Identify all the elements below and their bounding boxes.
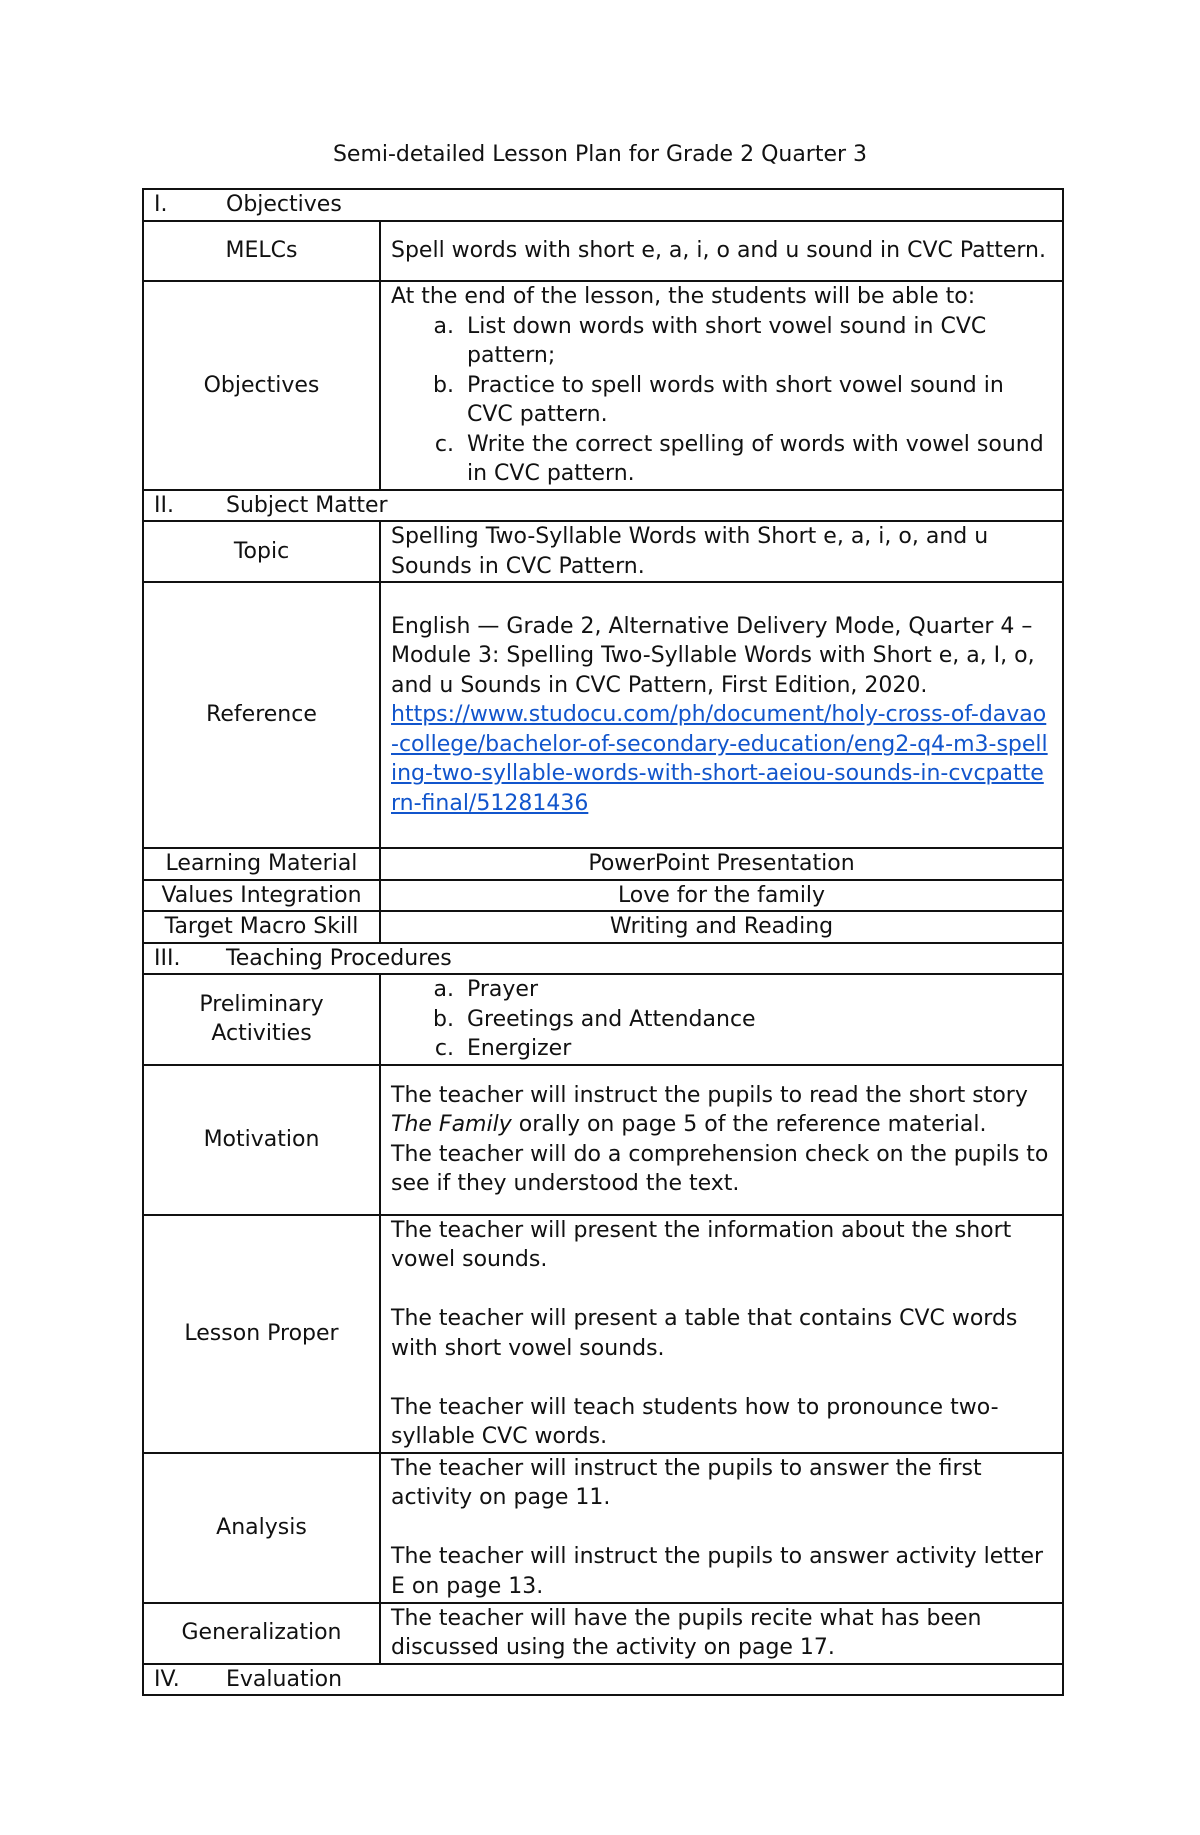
section-number: I. [154,192,168,218]
analysis-row [143,1453,1063,1603]
section-number: IV. [154,1666,180,1692]
analysis-label: Analysis [143,1453,380,1603]
section-header [143,189,1063,221]
reference-text: English — Grade 2, Alternative Delivery Mode, Quarter 4 – Module 3: Spelling Two-Syllable Words with Short e, a, I, o, and u Sounds in CVC Pattern, First Edition, 2020. [391,613,1035,698]
story-title: The Family [391,1112,512,1137]
macro-skill-value: Writing and Reading [380,911,1063,943]
melcs-text: Spell words with short e, a, i, o and u sound in CVC Pattern. [380,221,1063,281]
list-item: a. Prayer [461,975,1052,1005]
section-header [143,1664,1063,1696]
section-row-procedures [143,943,1063,975]
motivation-content [380,1065,1063,1215]
analysis-paragraph: The teacher will instruct the pupils to answer the first activity on page 11. [391,1455,982,1511]
macro-skill-label: Target Macro Skill [143,911,380,943]
section-label: Evaluation [226,1666,343,1692]
section-row-subject-matter [143,490,1063,522]
topic-text: Spelling Two-Syllable Words with Short e, a, i, o, and u Sounds in CVC Pattern. [380,521,1063,582]
list-item: b. Practice to spell words with short vowel sound in CVC pattern. [461,371,1052,430]
lesson-proper-paragraph: The teacher will present a table that contains CVC words with short vowel sounds. [391,1306,1018,1361]
topic-row [143,521,1063,582]
lesson-proper-label: Lesson Proper [143,1215,380,1453]
reference-label: Reference [143,582,380,848]
section-label: Teaching Procedures [226,945,452,971]
analysis-content [380,1453,1063,1603]
motivation-row [143,1065,1063,1215]
preliminary-label-line1: Preliminary [199,991,324,1017]
reference-link[interactable]: https://www.studocu.com/ph/document/holy-cross-of-davao-college/bachelor-of-secondary-education/eng2-q4-m3-spelling-two-syllable-words-with-short-aeiou-sounds-in-cvcpattern-final/51281436 [391,702,1048,816]
lesson-proper-paragraph: The teacher will present the information about the short vowel sounds. [391,1217,1012,1272]
generalization-text: The teacher will have the pupils recite what has been discussed using the activity on page 17. [380,1603,1063,1664]
values-integration-row [143,880,1063,912]
motivation-paragraph-1 [391,1081,1052,1140]
lesson-plan-table [142,188,1064,1696]
list-item: c. Write the correct spelling of words with vowel sound in CVC pattern. [461,430,1052,489]
values-integration-label: Values Integration [143,880,380,912]
lesson-proper-paragraph: The teacher will teach students how to pronounce two-syllable CVC words. [391,1394,999,1449]
lesson-proper-content [380,1215,1063,1453]
reference-row [143,582,1063,848]
generalization-label: Generalization [143,1603,380,1664]
section-label: Objectives [226,192,342,218]
section-row-objectives [143,189,1063,221]
topic-label: Topic [143,521,380,582]
lesson-proper-row [143,1215,1063,1453]
learning-material-row [143,848,1063,880]
section-row-evaluation [143,1664,1063,1696]
objectives-label: Objectives [143,281,380,490]
generalization-row [143,1603,1063,1664]
section-label: Subject Matter [226,492,388,518]
motivation-label: Motivation [143,1065,380,1215]
learning-material-value: PowerPoint Presentation [380,848,1063,880]
motivation-paragraph-2: The teacher will do a comprehension check on the pupils to see if they understood the text. [391,1141,1049,1196]
section-number: II. [154,492,174,518]
section-number: III. [154,945,181,971]
section-header [143,490,1063,522]
macro-skill-row [143,911,1063,943]
preliminary-content [380,974,1063,1065]
reference-content [380,582,1063,848]
objectives-content [380,281,1063,490]
preliminary-list [391,975,1052,1064]
list-item: b. Greetings and Attendance [461,1005,1052,1035]
objectives-intro: At the end of the lesson, the students will be able to: [391,284,976,309]
motivation-text: The teacher will instruct the pupils to read the short story [391,1082,1028,1108]
list-item: c. Energizer [461,1034,1052,1064]
list-item: a. List down words with short vowel sound in CVC pattern; [461,312,1052,371]
motivation-text: orally on page 5 of the reference material. [511,1112,987,1137]
melcs-row [143,221,1063,281]
preliminary-label-line2: Activities [211,1021,312,1047]
melcs-label: MELCs [143,221,380,281]
preliminary-row [143,974,1063,1065]
values-integration-value: Love for the family [380,880,1063,912]
learning-material-label: Learning Material [143,848,380,880]
objectives-row [143,281,1063,490]
section-header [143,943,1063,975]
page-title: Semi-detailed Lesson Plan for Grade 2 Quarter 3 [332,142,868,167]
analysis-paragraph: The teacher will instruct the pupils to answer activity letter E on page 13. [391,1544,1044,1599]
preliminary-label [143,974,380,1065]
objectives-list [391,312,1052,489]
